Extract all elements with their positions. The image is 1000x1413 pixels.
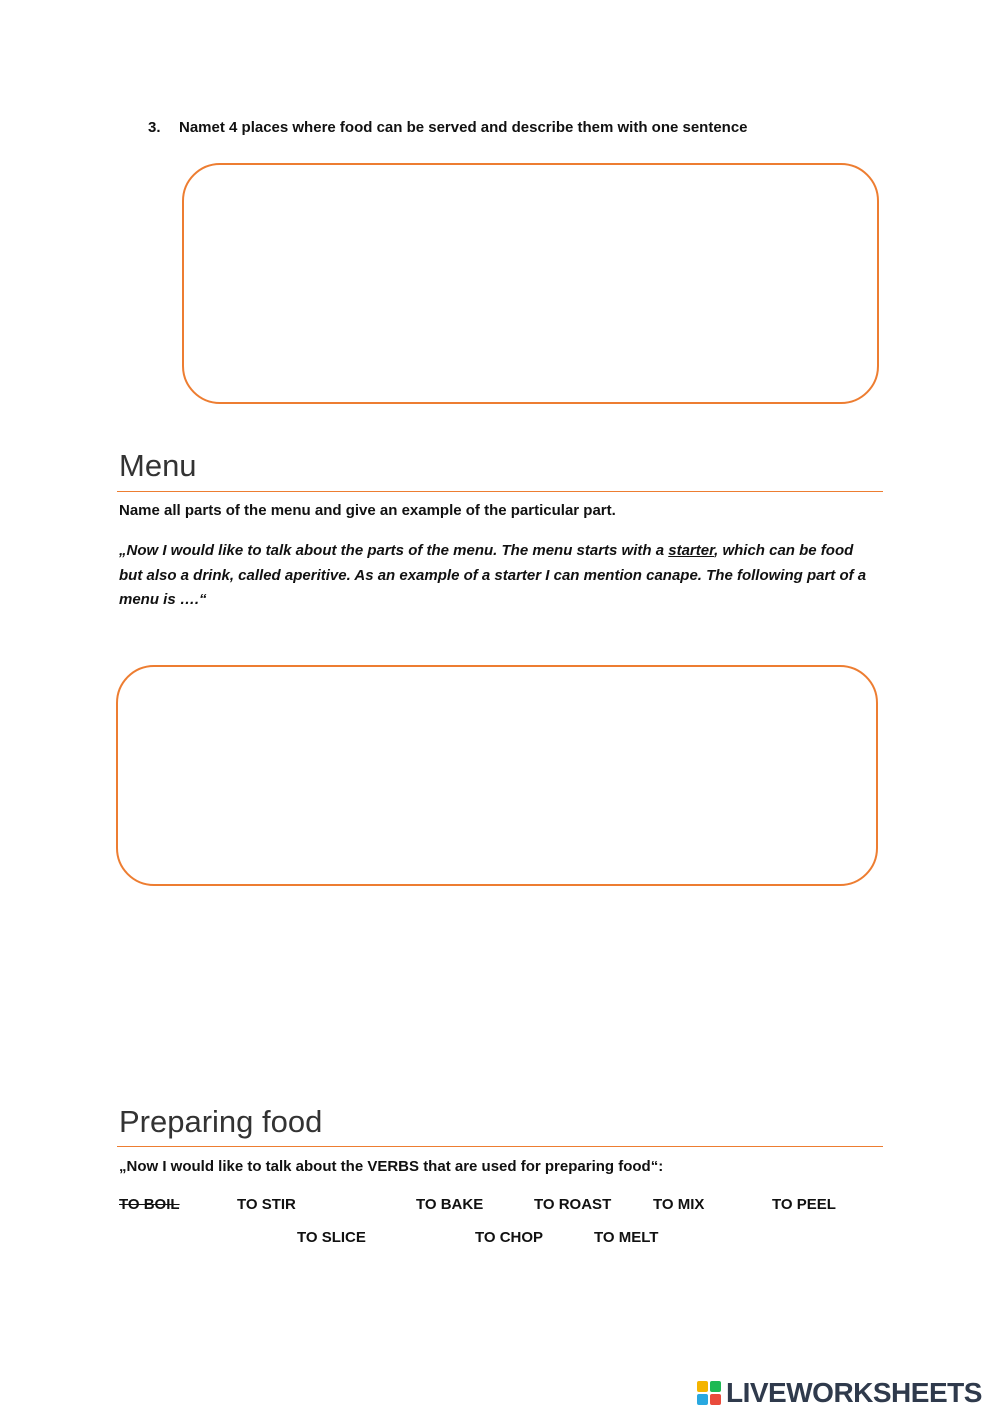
section-divider	[117, 1146, 883, 1147]
verb-to-slice[interactable]: TO SLICE	[297, 1229, 366, 1246]
logo-square	[697, 1381, 708, 1392]
section-heading-menu: Menu	[119, 448, 197, 483]
verb-to-roast[interactable]: TO ROAST	[534, 1196, 612, 1213]
question-3	[148, 119, 748, 136]
verb-to-boil[interactable]: TO BOIL	[119, 1196, 180, 1213]
verb-to-chop[interactable]: TO CHOP	[475, 1229, 544, 1246]
verb-to-peel[interactable]: TO PEEL	[772, 1196, 836, 1213]
menu-instruction: Name all parts of the menu and give an example of the particular part.	[119, 502, 616, 519]
logo-square	[710, 1381, 721, 1392]
verb-to-mix[interactable]: TO MIX	[653, 1196, 705, 1213]
section-divider	[117, 491, 883, 492]
verb-to-melt[interactable]: TO MELT	[594, 1229, 659, 1246]
verb-to-stir[interactable]: TO STIR	[237, 1196, 296, 1213]
liveworksheets-logo-icon	[697, 1381, 721, 1405]
answer-box-places[interactable]	[182, 163, 879, 404]
logo-wordmark: LIVEWORKSHEETS	[726, 1377, 982, 1408]
verb-to-bake[interactable]: TO BAKE	[416, 1196, 484, 1213]
question-text: Namet 4 places where food can be served and describe them with one sentence	[179, 119, 748, 136]
logo-square	[710, 1394, 721, 1405]
quote-underlined-word: starter	[668, 542, 715, 559]
question-number: 3.	[148, 119, 161, 136]
section-heading-preparing-food: Preparing food	[119, 1104, 323, 1139]
quote-text-end: , which can be food but also a drink, called aperitive. As an example of a starter I can mention canape. The following part of a menu is ….“	[119, 542, 867, 608]
answer-box-menu[interactable]	[116, 665, 878, 886]
preparing-instruction: „Now I would like to talk about the VERBS that are used for preparing food“:	[119, 1158, 664, 1175]
menu-example-quote	[119, 539, 879, 613]
quote-text-start: „Now I would like to talk about the parts of the menu. The menu starts with a	[119, 542, 669, 559]
logo-square	[697, 1394, 708, 1405]
liveworksheets-logo	[697, 1377, 982, 1409]
